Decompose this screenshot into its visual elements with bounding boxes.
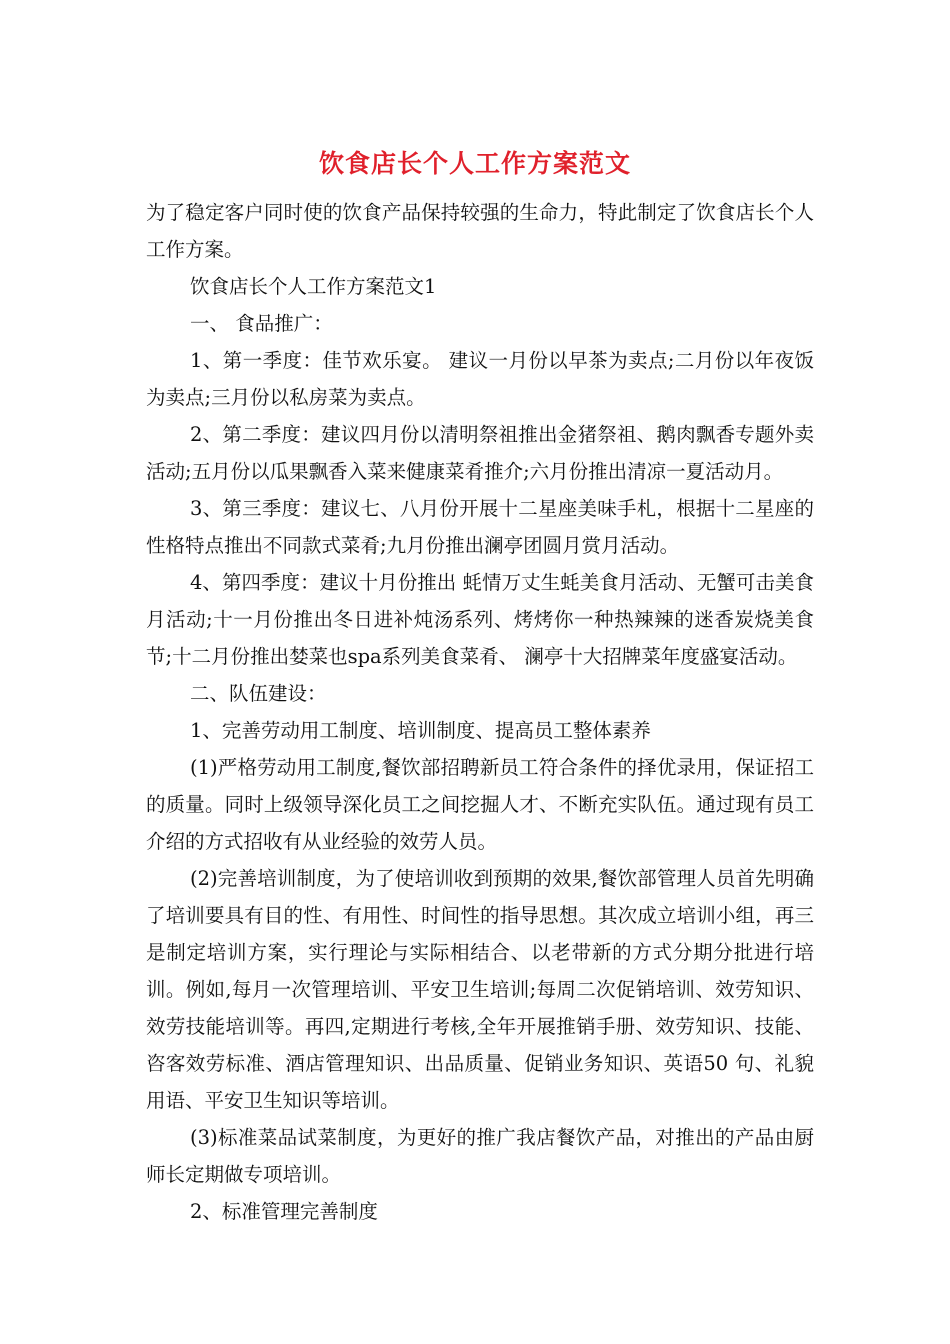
paragraph-q3: 3、第三季度：建议七、八月份开展十二星座美味手札，根据十二星座的性格特点推出不同款式菜肴;九月份推出澜亭团圆月赏月活动。 [146,497,814,557]
paragraph-tasting-system: (3)标准菜品试菜制度，为更好的推广我店餐饮产品，对推出的产品由厨师长定期做专项培训。 [146,1126,814,1186]
paragraph-section-heading: 饮食店长个人工作方案范文1 [190,275,437,298]
paragraph-q1: 1、第一季度：佳节欢乐宴。 建议一月份以早茶为卖点;二月份以年夜饭为卖点;三月份以私房菜为卖点。 [146,349,814,409]
document-title: 饮食店长个人工作方案范文 [318,149,631,178]
paragraph-intro: 为了稳定客户同时使的饮食产品保持较强的生命力，特此制定了饮食店长个人工作方案。 [146,201,814,261]
paragraph-q2: 2、第二季度：建议四月份以清明祭祖推出金猪祭祖、鹅肉飘香专题外卖活动;五月份以瓜果飘香入菜来健康菜肴推介;六月份推出清凉一夏活动月。 [146,423,814,483]
paragraph-team-item-2: 2、标准管理完善制度 [190,1200,378,1223]
paragraph-food-promotion-heading: 一、 食品推广： [190,312,333,335]
paragraph-q4: 4、第四季度：建议十月份推出 蚝情万丈生蚝美食月活动、无蟹可击美食月活动;十一月份推出冬日进补炖汤系列、烤烤你一种热辣辣的迷香炭烧美食节;十二月份推出婪菜也spa系列美食菜肴、 澜亭十大招牌菜年度盛宴活动。 [146,571,814,668]
paragraph-team-heading: 二、队伍建设： [190,682,327,705]
document-body [146,194,814,1230]
paragraph-team-item-1: 1、完善劳动用工制度、培训制度、提高员工整体素养 [190,719,651,742]
paragraph-labor-system: (1)严格劳动用工制度,餐饮部招聘新员工符合条件的择优录用，保证招工的质量。同时上级领导深化员工之间挖掘人才、不断充实队伍。通过现有员工介绍的方式招收有从业经验的效劳人员。 [146,756,814,853]
paragraph-training-system: (2)完善培训制度，为了使培训收到预期的效果,餐饮部管理人员首先明确了培训要具有目的性、有用性、时间性的指导思想。其次成立培训小组，再三是制定培训方案，实行理论与实际相结合、以老带新的方式分期分批进行培训。例如,每月一次管理培训、平安卫生培训;每周二次促销培训、效劳知识、效劳技能培训等。再四,定期进行考核,全年开展推销手册、效劳知识、技能、咨客效劳标准、酒店管理知识、出品质量、促销业务知识、英语50 句、礼貌用语、平安卫生知识等培训。 [146,867,814,1112]
